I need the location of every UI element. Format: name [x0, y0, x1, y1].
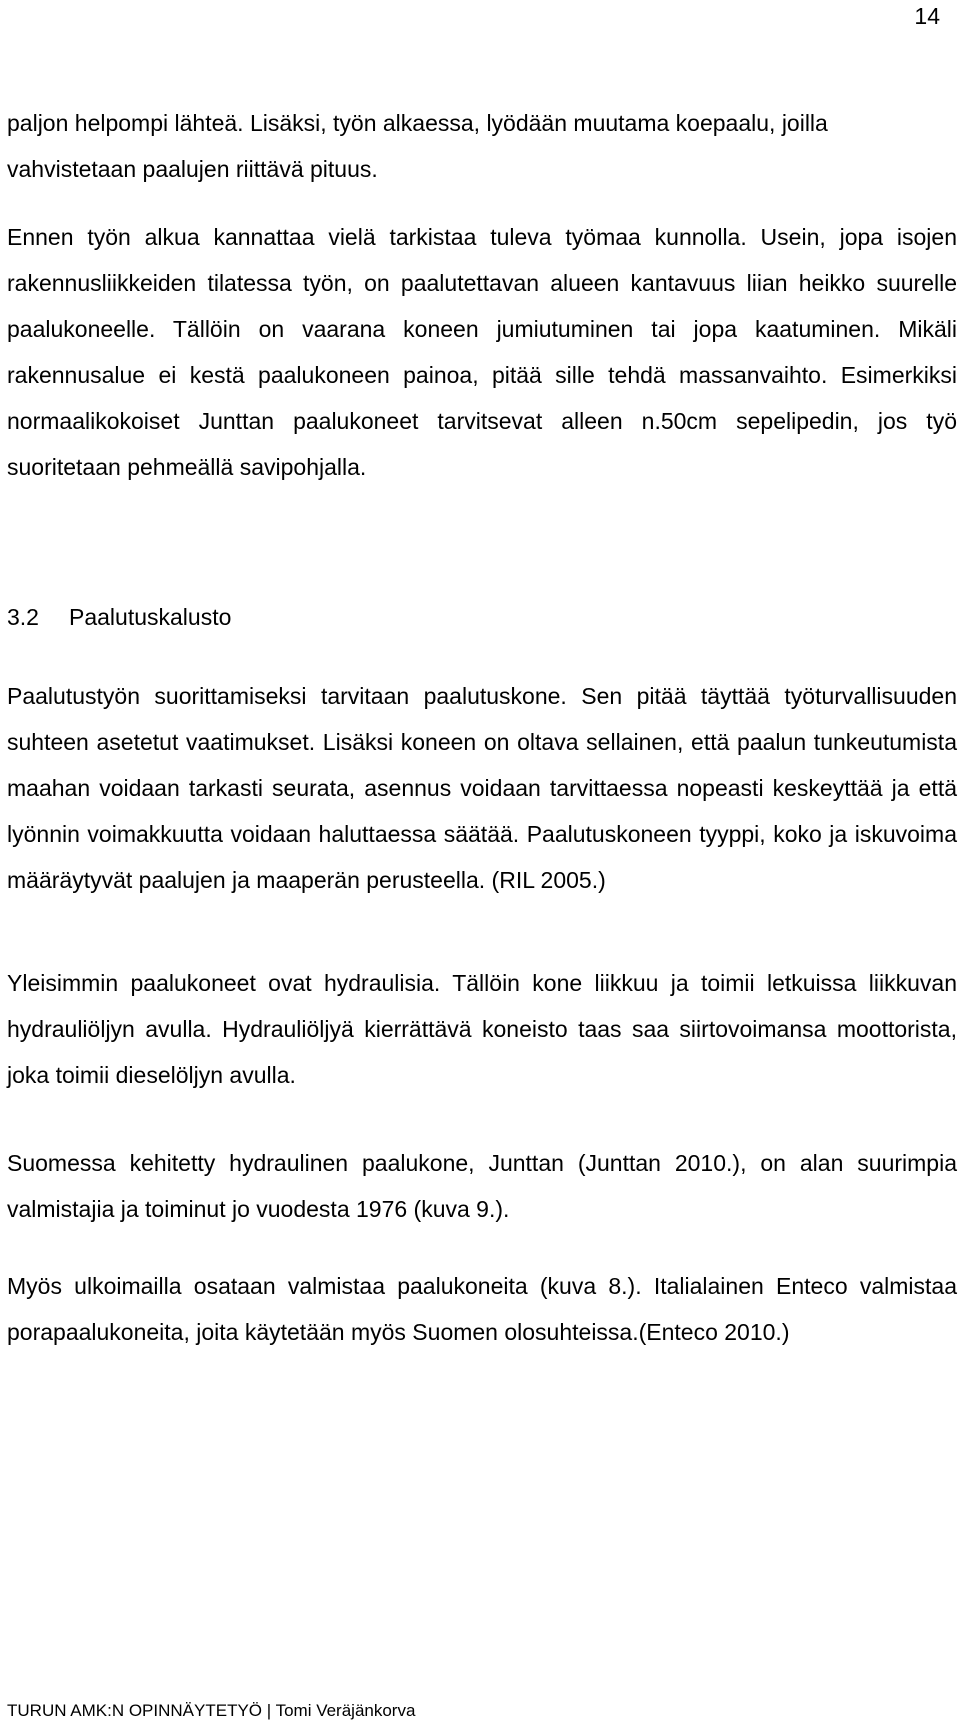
section-number: 3.2: [7, 604, 39, 630]
page-number: 14: [914, 3, 940, 29]
section-heading: [7, 602, 231, 632]
paragraph-site-inspection: Ennen työn alkua kannattaa vielä tarkistaa tuleva työmaa kunnolla. Usein, jopa isojen rakennusliikkeiden tilatessa työn, on paalutettavan alueen kantavuus liian heikko suurelle paalukoneelle. Tällöin on vaarana koneen jumiutuminen tai jopa kaatuminen. Mikäli rakennusalue ei kestä paalukoneen painoa, pitää sille tehdä massanvaihto. Esimerkiksi normaalikokoiset Junttan paalukoneet tarvitsevat alleen n.50cm sepelipedin, jos työ suoritetaan pehmeällä savipohjalla.: [7, 224, 957, 480]
paragraph-enteco: Myös ulkoimailla osataan valmistaa paalukoneita (kuva 8.). Italialainen Enteco valmistaa porapaalukoneita, joita käytetään myös Suomen olosuhteissa.(Enteco 2010.): [7, 1273, 957, 1345]
paragraph-junttan: Suomessa kehitetty hydraulinen paalukone, Junttan (Junttan 2010.), on alan suurimpia valmistajia ja toiminut jo vuodesta 1976 (kuva 9.).: [7, 1150, 957, 1222]
paragraph-intro-continuation: paljon helpompi lähteä. Lisäksi, työn alkaessa, lyödään muutama koepaalu, joilla vahvistetaan paalujen riittävä pituus.: [7, 110, 828, 182]
paragraph-hydraulic: Yleisimmin paalukoneet ovat hydraulisia. Tällöin kone liikkuu ja toimii letkuissa liikkuvan hydrauliöljyn avulla. Hydrauliöljyä kierrättävä koneisto taas saa siirtovoimansa moottorista, joka toimii dieselöljyn avulla.: [7, 970, 957, 1088]
paragraph-piling-machine: Paalutustyön suorittamiseksi tarvitaan paalutuskone. Sen pitää täyttää työturvallisuuden suhteen asetetut vaatimukset. Lisäksi koneen on oltava sellainen, että paalun tunkeutumista maahan voidaan tarkasti seurata, asennus voidaan tarvittaessa nopeasti keskeyttää ja että lyönnin voimakkuutta voidaan haluttaessa säätää. Paalutuskoneen tyyppi, koko ja iskuvoima määräytyvät paalujen ja maaperän perusteella. (RIL 2005.): [7, 683, 957, 893]
page-footer: TURUN AMK:N OPINNÄYTETYÖ | Tomi Veräjänkorva: [7, 1701, 416, 1720]
section-title: Paalutuskalusto: [69, 604, 232, 630]
